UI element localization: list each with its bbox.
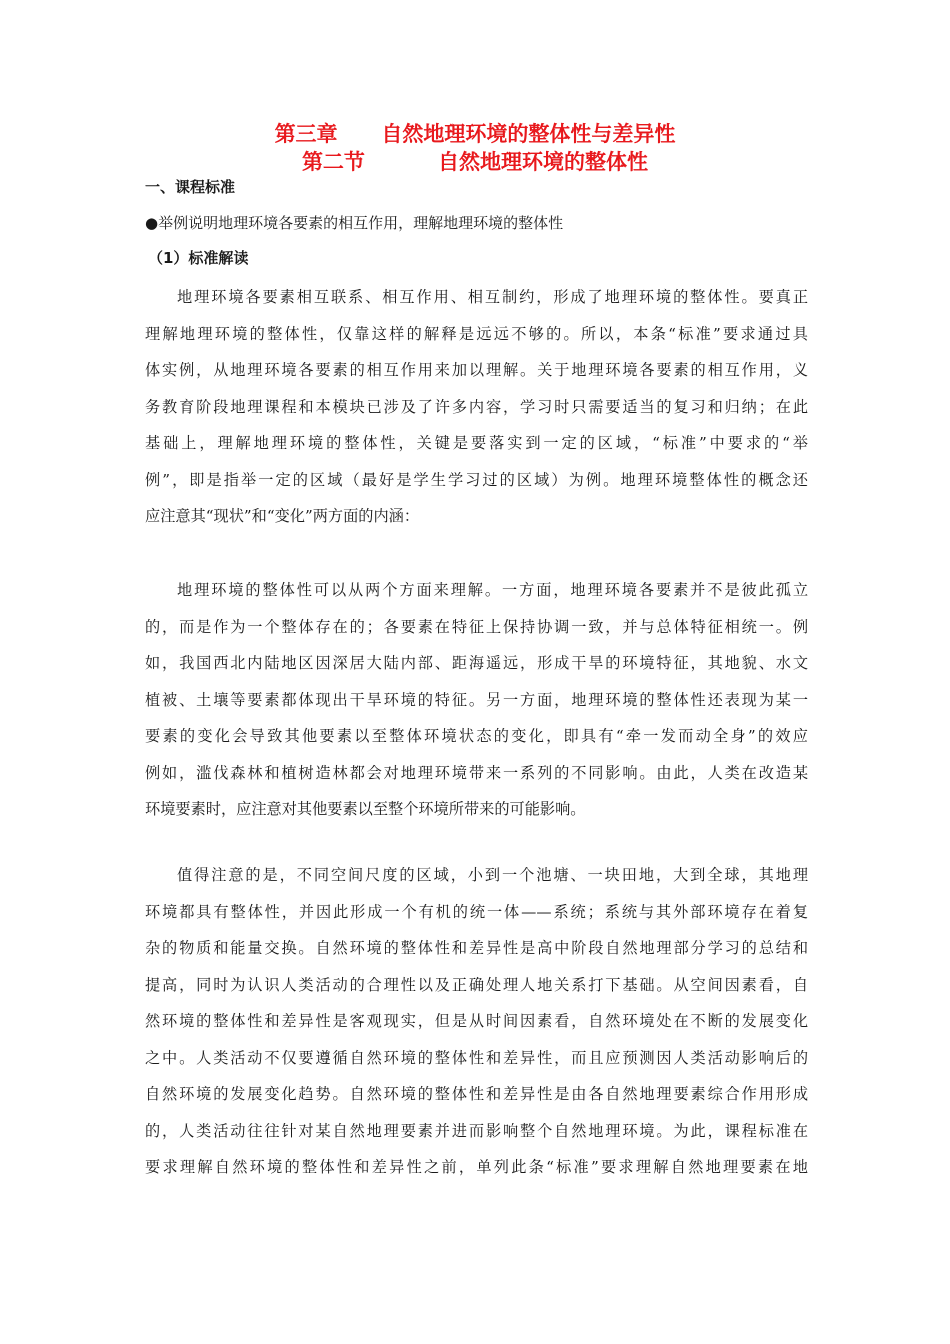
paragraph-line: 的，人类活动往往针对某自然地理要素并进而影响整个自然地理环境。为此，课程标准在 bbox=[145, 1121, 808, 1140]
paragraph-line: 务教育阶段地理课程和本模块已涉及了许多内容，学习时只需要适当的复习和归纳；在此 bbox=[145, 397, 808, 416]
paragraph-2 bbox=[145, 572, 808, 828]
paragraph-line: 之中。人类活动不仅要遵循自然环境的整体性和差异性，而且应预测因人类活动影响后的 bbox=[145, 1048, 808, 1067]
paragraph-line: 体实例，从地理环境各要素的相互作用来加以理解。关于地理环境各要素的相互作用，义 bbox=[145, 361, 808, 379]
paragraph-line: 自然环境的发展变化趋势。自然环境的整体性和差异性是由各自然地理要素综合作用形成 bbox=[145, 1085, 808, 1103]
paragraph-line: 如，我国西北内陆地区因深居大陆内部、距海遥远，形成干旱的环境特征，其地貌、水文 bbox=[145, 654, 808, 672]
paragraph-line: 环境要素时，应注意对其他要素以至整个环境所带来的可能影响。 bbox=[145, 800, 586, 818]
paragraph-line: 例”，即是指举一定的区域（最好是学生学习过的区域）为例。地理环境整体性的概念还 bbox=[145, 470, 808, 489]
paragraph-line: 地理环境各要素相互联系、相互作用、相互制约，形成了地理环境的整体性。要真正 bbox=[177, 288, 808, 306]
paragraph-line: 提高，同时为认识人类活动的合理性以及正确处理人地关系打下基础。从空间因素看，自 bbox=[145, 975, 808, 994]
chapter-title: 第三章 自然地理环境的整体性与差异性 bbox=[274, 122, 676, 146]
course-standard-heading: 一、课程标准 bbox=[145, 178, 236, 196]
paragraph-line: 地理环境的整体性可以从两个方面来理解。一方面，地理环境各要素并不是彼此孤立 bbox=[177, 581, 808, 599]
paragraph-line: 然环境的整体性和差异性是客观现实，但是从时间因素看，自然环境处在不断的发展变化 bbox=[145, 1012, 808, 1030]
paragraph-line: 应注意其“现状”和“变化”两方面的内涵： bbox=[145, 507, 420, 525]
paragraph-line: 环境都具有整体性，并因此形成一个有机的统一体——系统；系统与其外部环境存在着复 bbox=[145, 902, 808, 921]
paragraph-line: 要素的变化会导致其他要素以至整体环境状态的变化，即具有“牵一发而动全身”的效应 bbox=[145, 727, 808, 745]
paragraph-line: 值得注意的是，不同空间尺度的区域，小到一个池塘、一块田地，大到全球，其地理 bbox=[177, 866, 808, 884]
paragraph-3 bbox=[145, 857, 808, 1186]
paragraph-line: 植被、土壤等要素都体现出干旱环境的特征。另一方面，地理环境的整体性还表现为某一 bbox=[145, 690, 808, 709]
paragraph-line: 基础上，理解地理环境的整体性，关键是要落实到一定的区域，“标准”中要求的“举 bbox=[145, 434, 808, 452]
paragraph-1 bbox=[145, 279, 808, 535]
paragraph-line: 要求理解自然环境的整体性和差异性之前，单列此条“标准”要求理解自然地理要素在地 bbox=[145, 1158, 808, 1176]
paragraph-line: 理解地理环境的整体性，仅靠这样的解释是远远不够的。所以，本条“标准”要求通过具 bbox=[145, 324, 808, 343]
paragraph-line: 例如，滥伐森林和植树造林都会对地理环境带来一系列的不同影响。由此，人类在改造某 bbox=[145, 763, 808, 782]
paragraph-line: 杂的物质和能量交换。自然环境的整体性和差异性是高中阶段自然地理部分学习的总结和 bbox=[145, 939, 808, 957]
paragraph-line: 的，而是作为一个整体存在的；各要素在特征上保持协调一致，并与总体特征相统一。例 bbox=[145, 617, 808, 636]
section-title: 第二节 自然地理环境的整体性 bbox=[301, 150, 649, 174]
standard-bullet: ●举例说明地理环境各要素的相互作用，理解地理环境的整体性 bbox=[145, 214, 564, 232]
standard-interpretation-heading: （1）标准解读 bbox=[148, 249, 249, 267]
